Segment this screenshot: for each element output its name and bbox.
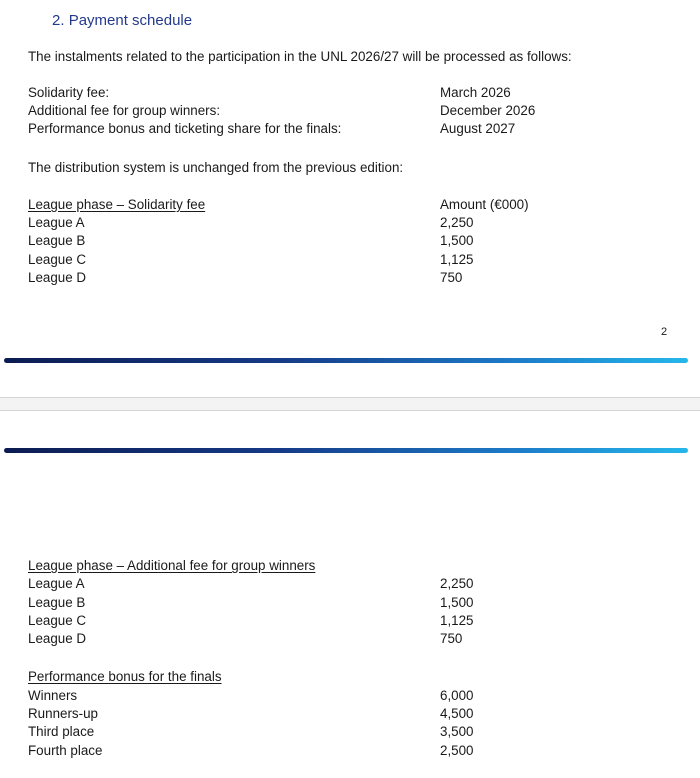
- distribution-note: The distribution system is unchanged from the previous edition:: [28, 160, 404, 175]
- table-row-label: League D: [28, 270, 87, 285]
- page-break-gap: [0, 397, 700, 411]
- table-row-label: League A: [28, 215, 85, 230]
- solidarity-title: League phase – Solidarity fee: [28, 197, 206, 212]
- schedule-label: Performance bonus and ticketing share for the finals:: [28, 121, 342, 136]
- table-row-value: 6,000: [440, 688, 474, 703]
- schedule-date: March 2026: [440, 85, 511, 100]
- schedule-label: Additional fee for group winners:: [28, 103, 221, 118]
- table-row-label: League B: [28, 595, 86, 610]
- table-row-label: Fourth place: [28, 743, 103, 758]
- table-row-value: 1,500: [440, 233, 474, 248]
- table-row-label: Third place: [28, 724, 95, 739]
- amount-header: Amount (€000): [440, 197, 529, 212]
- schedule-date: December 2026: [440, 103, 536, 118]
- intro-text: The instalments related to the participation in the UNL 2026/27 will be processed as follows:: [28, 49, 572, 64]
- header-accent-bar: [4, 448, 688, 453]
- table-row-label: League D: [28, 631, 87, 646]
- page-number: 2: [661, 326, 668, 338]
- table-row-label: League C: [28, 613, 87, 628]
- group-winners-title: League phase – Additional fee for group winners: [28, 558, 316, 573]
- table-row-label: League C: [28, 252, 87, 267]
- footer-accent-bar: [4, 358, 688, 363]
- table-row-label: Winners: [28, 688, 78, 703]
- table-row-value: 2,250: [440, 576, 474, 591]
- table-row-label: League B: [28, 233, 86, 248]
- section-number: 2.: [52, 12, 65, 29]
- table-row-label: League A: [28, 576, 85, 591]
- table-row-value: 750: [440, 270, 463, 285]
- section-heading: [52, 12, 192, 29]
- table-row-value: 1,125: [440, 252, 474, 267]
- table-row-label: Runners-up: [28, 706, 98, 721]
- table-row-value: 2,250: [440, 215, 474, 230]
- finals-title: Performance bonus for the finals: [28, 669, 222, 684]
- table-row-value: 1,125: [440, 613, 474, 628]
- table-row-value: 3,500: [440, 724, 474, 739]
- schedule-date: August 2027: [440, 121, 516, 136]
- table-row-value: 750: [440, 631, 463, 646]
- table-row-value: 4,500: [440, 706, 474, 721]
- section-title: Payment schedule: [68, 12, 193, 29]
- schedule-label: Solidarity fee:: [28, 85, 110, 100]
- table-row-value: 1,500: [440, 595, 474, 610]
- table-row-value: 2,500: [440, 743, 474, 758]
